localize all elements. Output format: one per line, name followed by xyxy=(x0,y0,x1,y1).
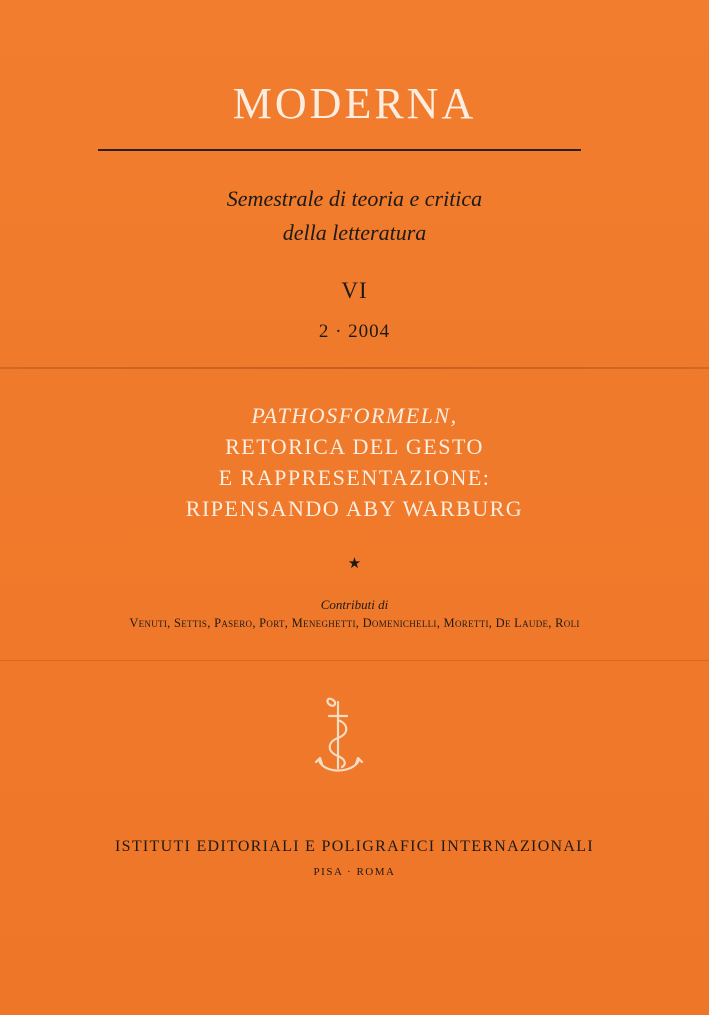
anchor-emblem-icon xyxy=(311,690,367,782)
issue-number: 2 · 2004 xyxy=(318,321,391,342)
journal-title: MODERNA xyxy=(232,79,477,128)
subtitle-line-1: Semestrale di teoria e critica xyxy=(226,186,483,211)
publisher-name: ISTITUTI EDITORIALI E POLIGRAFICI INTERNAZIONALI xyxy=(115,838,594,855)
subtitle-line-2: della letteratura xyxy=(282,220,427,245)
cover-fold-line xyxy=(0,367,709,369)
issue-theme xyxy=(0,400,709,524)
theme-line-4: RIPENSANDO ABY WARBURG xyxy=(185,496,524,521)
star-separator-icon: ★ xyxy=(347,556,362,572)
journal-subtitle xyxy=(0,182,709,250)
contributors-list: Venuti, Settis, Pasero, Port, Meneghetti, Domenichelli, Moretti, De Laude, Roli xyxy=(129,616,580,630)
volume-number: VI xyxy=(341,278,368,303)
cover-fold-line-lower xyxy=(0,660,709,661)
contributors-label: Contributi di xyxy=(320,597,389,612)
title-divider xyxy=(98,149,581,151)
theme-line-3: E RAPPRESENTAZIONE: xyxy=(218,465,491,490)
theme-line-2: RETORICA DEL GESTO xyxy=(225,434,484,459)
publisher-city: PISA · ROMA xyxy=(313,866,396,878)
theme-line-1: PATHOSFORMELN, xyxy=(251,403,458,428)
